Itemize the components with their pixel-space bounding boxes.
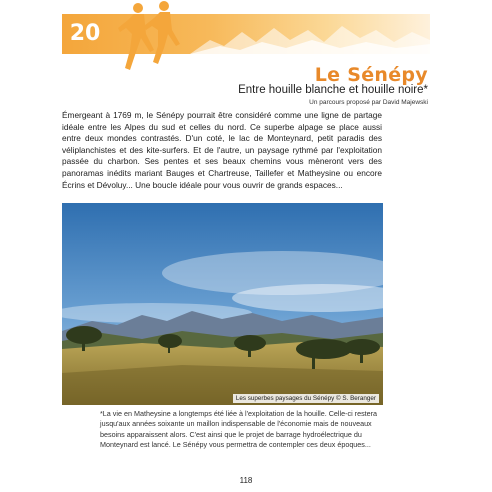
intro-paragraph: Émergeant à 1769 m, le Sénépy pourrait être considéré comme une ligne de partage idéale entre les Alpes du sud et celles du nord. Ce superbe alpage se place aussi entre deux mondes contrastés. D'un coté, le lac de Monteynard, petit paradis des véliplanchistes et des kite-surfers. Et de l'autre, un paysage rythmé par l'exploitation passée du charbon. Ses pentes et ses beaux chemins vous mèneront vers des panoramas inédits mariant Bauges et Chartreuse, Taillefer et Matheysine ou encore Écrins et Dévoluy... Une boucle idéale pour vous ouvrir de grands espaces... bbox=[62, 110, 382, 190]
page-title: Le Sénépy bbox=[314, 64, 428, 86]
photo-caption: Les superbes paysages du Sénépy © S. Beranger bbox=[233, 394, 379, 403]
page-number: 118 bbox=[239, 476, 253, 485]
runners-silhouette-icon bbox=[108, 0, 188, 84]
chapter-number: 20 bbox=[69, 21, 101, 46]
footnote: *La vie en Matheysine a longtemps été liée à l'exploitation de la houille. Celle-ci restera jusqu'aux années soixante un maillon indispensable de l'économie mais de nouveaux besoins apparaissent alors. C'est ainsi que le projet de barrage hydroélectrique du Monteynard est lancé. Le Sénépy vous permettra de contempler ces deux époques... bbox=[100, 409, 378, 450]
landscape-photo-image bbox=[62, 203, 383, 405]
mountain-skyline-icon bbox=[190, 20, 430, 54]
subtitle: Entre houille blanche et houille noire* bbox=[238, 84, 428, 96]
landscape-photo bbox=[62, 203, 383, 405]
author-credit: Un parcours proposé par David Majewski bbox=[309, 99, 428, 106]
